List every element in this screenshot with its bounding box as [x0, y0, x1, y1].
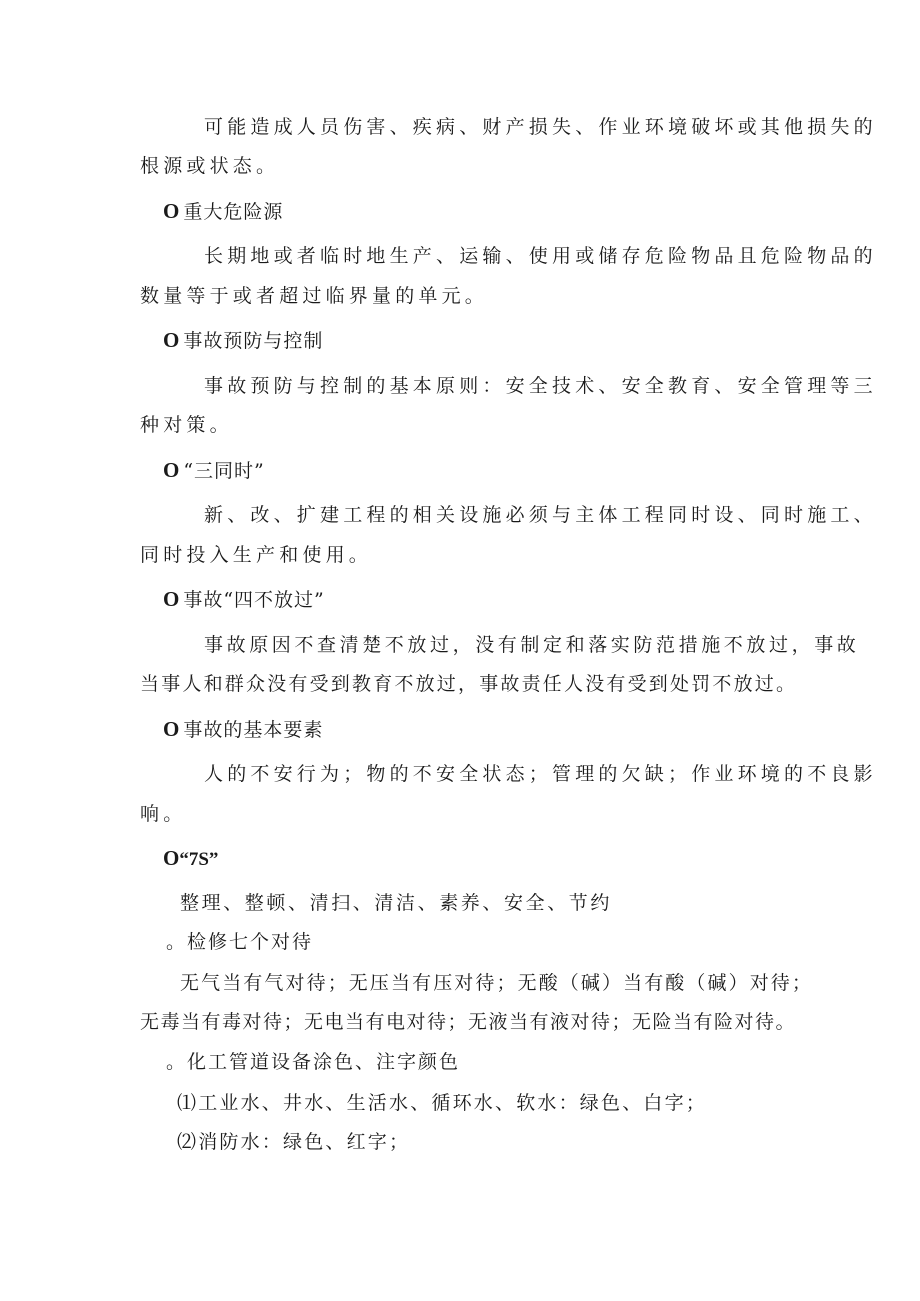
section-5-line-2: 响。	[140, 803, 187, 825]
section-1-line-2: 数量等于或者超过临界量的单元。	[140, 285, 489, 307]
heading-text: 重大危险源	[183, 201, 284, 223]
section-7-line-2: 无毒当有毒对待；无电当有电对待；无液当有液对待；无险当有险对待。	[140, 1011, 797, 1033]
section-0-line-2: 根源或状态。	[140, 155, 280, 177]
section-7-line-1: 无气当有气对待；无压当有压对待；无酸（碱）当有酸（碱）对待；	[180, 972, 814, 994]
section-4-line-1: 事故原因不查清楚不放过，没有制定和落实防范措施不放过，事故	[204, 634, 860, 656]
section-2-line-2: 种对策。	[140, 414, 233, 436]
heading-seven-treatments	[166, 933, 313, 952]
heading-text: 事故“四不放过”	[183, 589, 325, 611]
section-4-line-2: 当事人和群众没有受到教育不放过，事故责任人没有受到处罚不放过。	[140, 673, 798, 695]
heading-text: 事故预防与控制	[183, 330, 324, 352]
bullet-icon: 。	[166, 931, 188, 953]
heading-7s	[163, 848, 218, 869]
section-5-line-1: 人的不安行为；物的不安全状态；管理的欠缺；作业环境的不良影	[204, 763, 877, 785]
bullet-icon: O	[163, 717, 180, 741]
heading-text: 化工管道设备涂色、注字颜色	[187, 1051, 461, 1073]
section-8-line-2: ⑵消防水：绿色、红字；	[177, 1131, 411, 1153]
heading-accident-prevention	[163, 330, 323, 351]
section-3-line-1: 新、改、扩建工程的相关设施必须与主体工程同时设、同时施工、	[204, 504, 877, 526]
heading-text: 检修七个对待	[187, 931, 314, 953]
section-1-line-1: 长期地或者临时地生产、运输、使用或储存危险物品且危险物品的	[204, 245, 877, 267]
heading-major-hazard	[163, 201, 283, 222]
bullet-icon: O	[163, 199, 180, 223]
heading-basic-elements	[163, 719, 323, 740]
heading-text: “三同时”	[183, 460, 265, 482]
heading-text: “7S”	[179, 849, 219, 870]
heading-text: 事故的基本要素	[183, 719, 324, 741]
bullet-icon: O	[163, 328, 180, 352]
heading-four-not-let-off	[163, 589, 325, 610]
section-3-line-2: 同时投入生产和使用。	[140, 544, 373, 566]
section-0-line-1: 可能造成人员伤害、疾病、财产损失、作业环境破坏或其他损失的	[204, 116, 877, 138]
heading-pipe-coloring	[166, 1053, 460, 1072]
heading-three-simultaneous	[163, 460, 265, 481]
bullet-icon: O	[163, 458, 180, 482]
section-6-line-1: 整理、整顿、清扫、清洁、素养、安全、节约	[180, 892, 613, 914]
section-8-line-1: ⑴工业水、井水、生活水、循环水、软水：绿色、白字；	[177, 1092, 708, 1114]
bullet-icon: 。	[166, 1051, 188, 1073]
bullet-icon: O	[163, 846, 180, 870]
section-2-line-1: 事故预防与控制的基本原则：安全技术、安全教育、安全管理等三	[204, 375, 877, 397]
bullet-icon: O	[163, 587, 180, 611]
